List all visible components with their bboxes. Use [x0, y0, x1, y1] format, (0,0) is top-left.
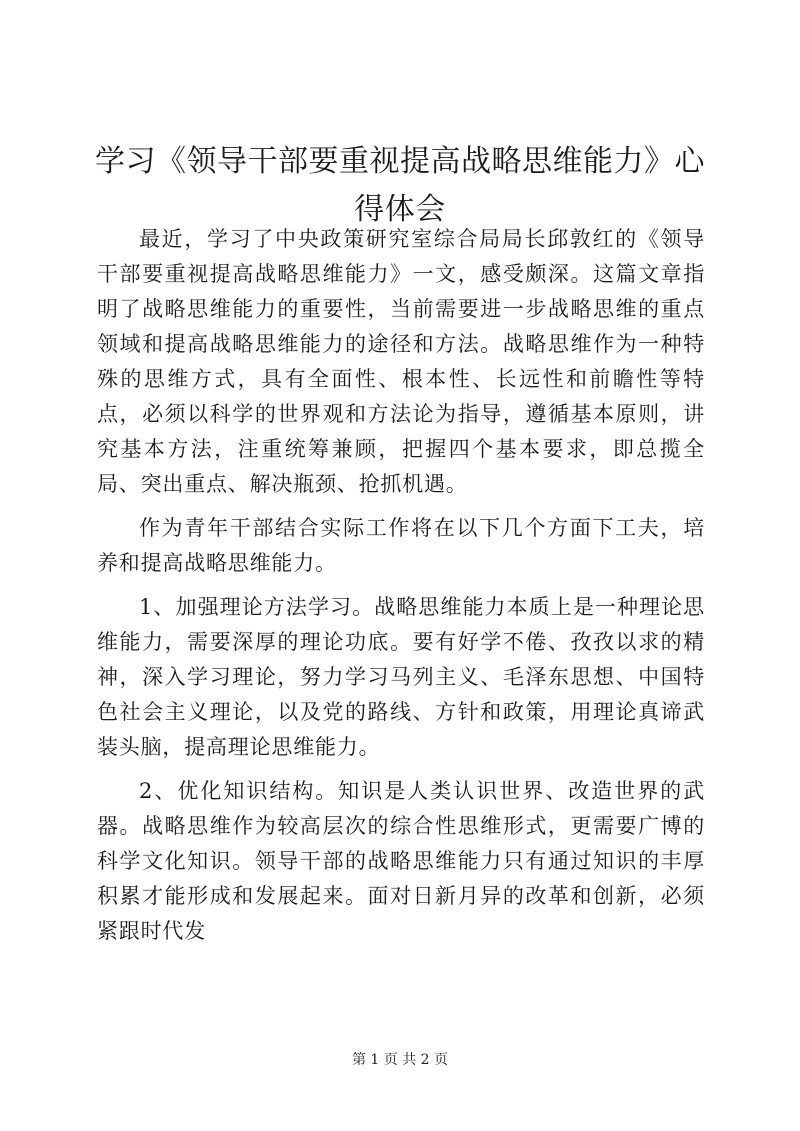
paragraph-point-2: 2、优化知识结构。知识是人类认识世界、改造世界的武器。战略思维作为较高层次的综合性思维形式，更需要广博的科学文化知识。领导干部的战略思维能力只有通过知识的丰厚积累才能形成和发展起来。面对日新月异的改革和创新，必须紧跟时代发 — [97, 779, 705, 943]
paragraph-intro: 最近，学习了中央政策研究室综合局局长邱敦红的《领导干部要重视提高战略思维能力》一文，感受颇深。这篇文章指明了战略思维能力的重要性，当前需要进一步战略思维的重点领域和提高战略思维能力的途径和方法。战略思维作为一种特殊的思维方式，具有全面性、根本性、长远性和前瞻性等特点，必须以科学的世界观和方法论为指导，遵循基本原则，讲究基本方法，注重统筹兼顾，把握四个基本要求，即总揽全局、突出重点、解决瓶颈、抢抓机遇。 — [97, 227, 705, 496]
paragraph-transition: 作为青年干部结合实际工作将在以下几个方面下工夫，培养和提高战略思维能力。 — [97, 516, 705, 575]
page-footer: 第 1 页 共 2 页 — [351, 1052, 449, 1068]
document-title: 学习《领导干部要重视提高战略思维能力》心得体会 — [95, 144, 705, 227]
paragraph-point-1: 1、加强理论方法学习。战略思维能力本质上是一种理论思维能力，需要深厚的理论功底。要有好学不倦、孜孜以求的精神，深入学习理论，努力学习马列主义、毛泽东思想、中国特色社会主义理论，以及党的路线、方针和政策，用理论真谛武装头脑，提高理论思维能力。 — [97, 595, 705, 759]
document-body — [97, 222, 705, 958]
